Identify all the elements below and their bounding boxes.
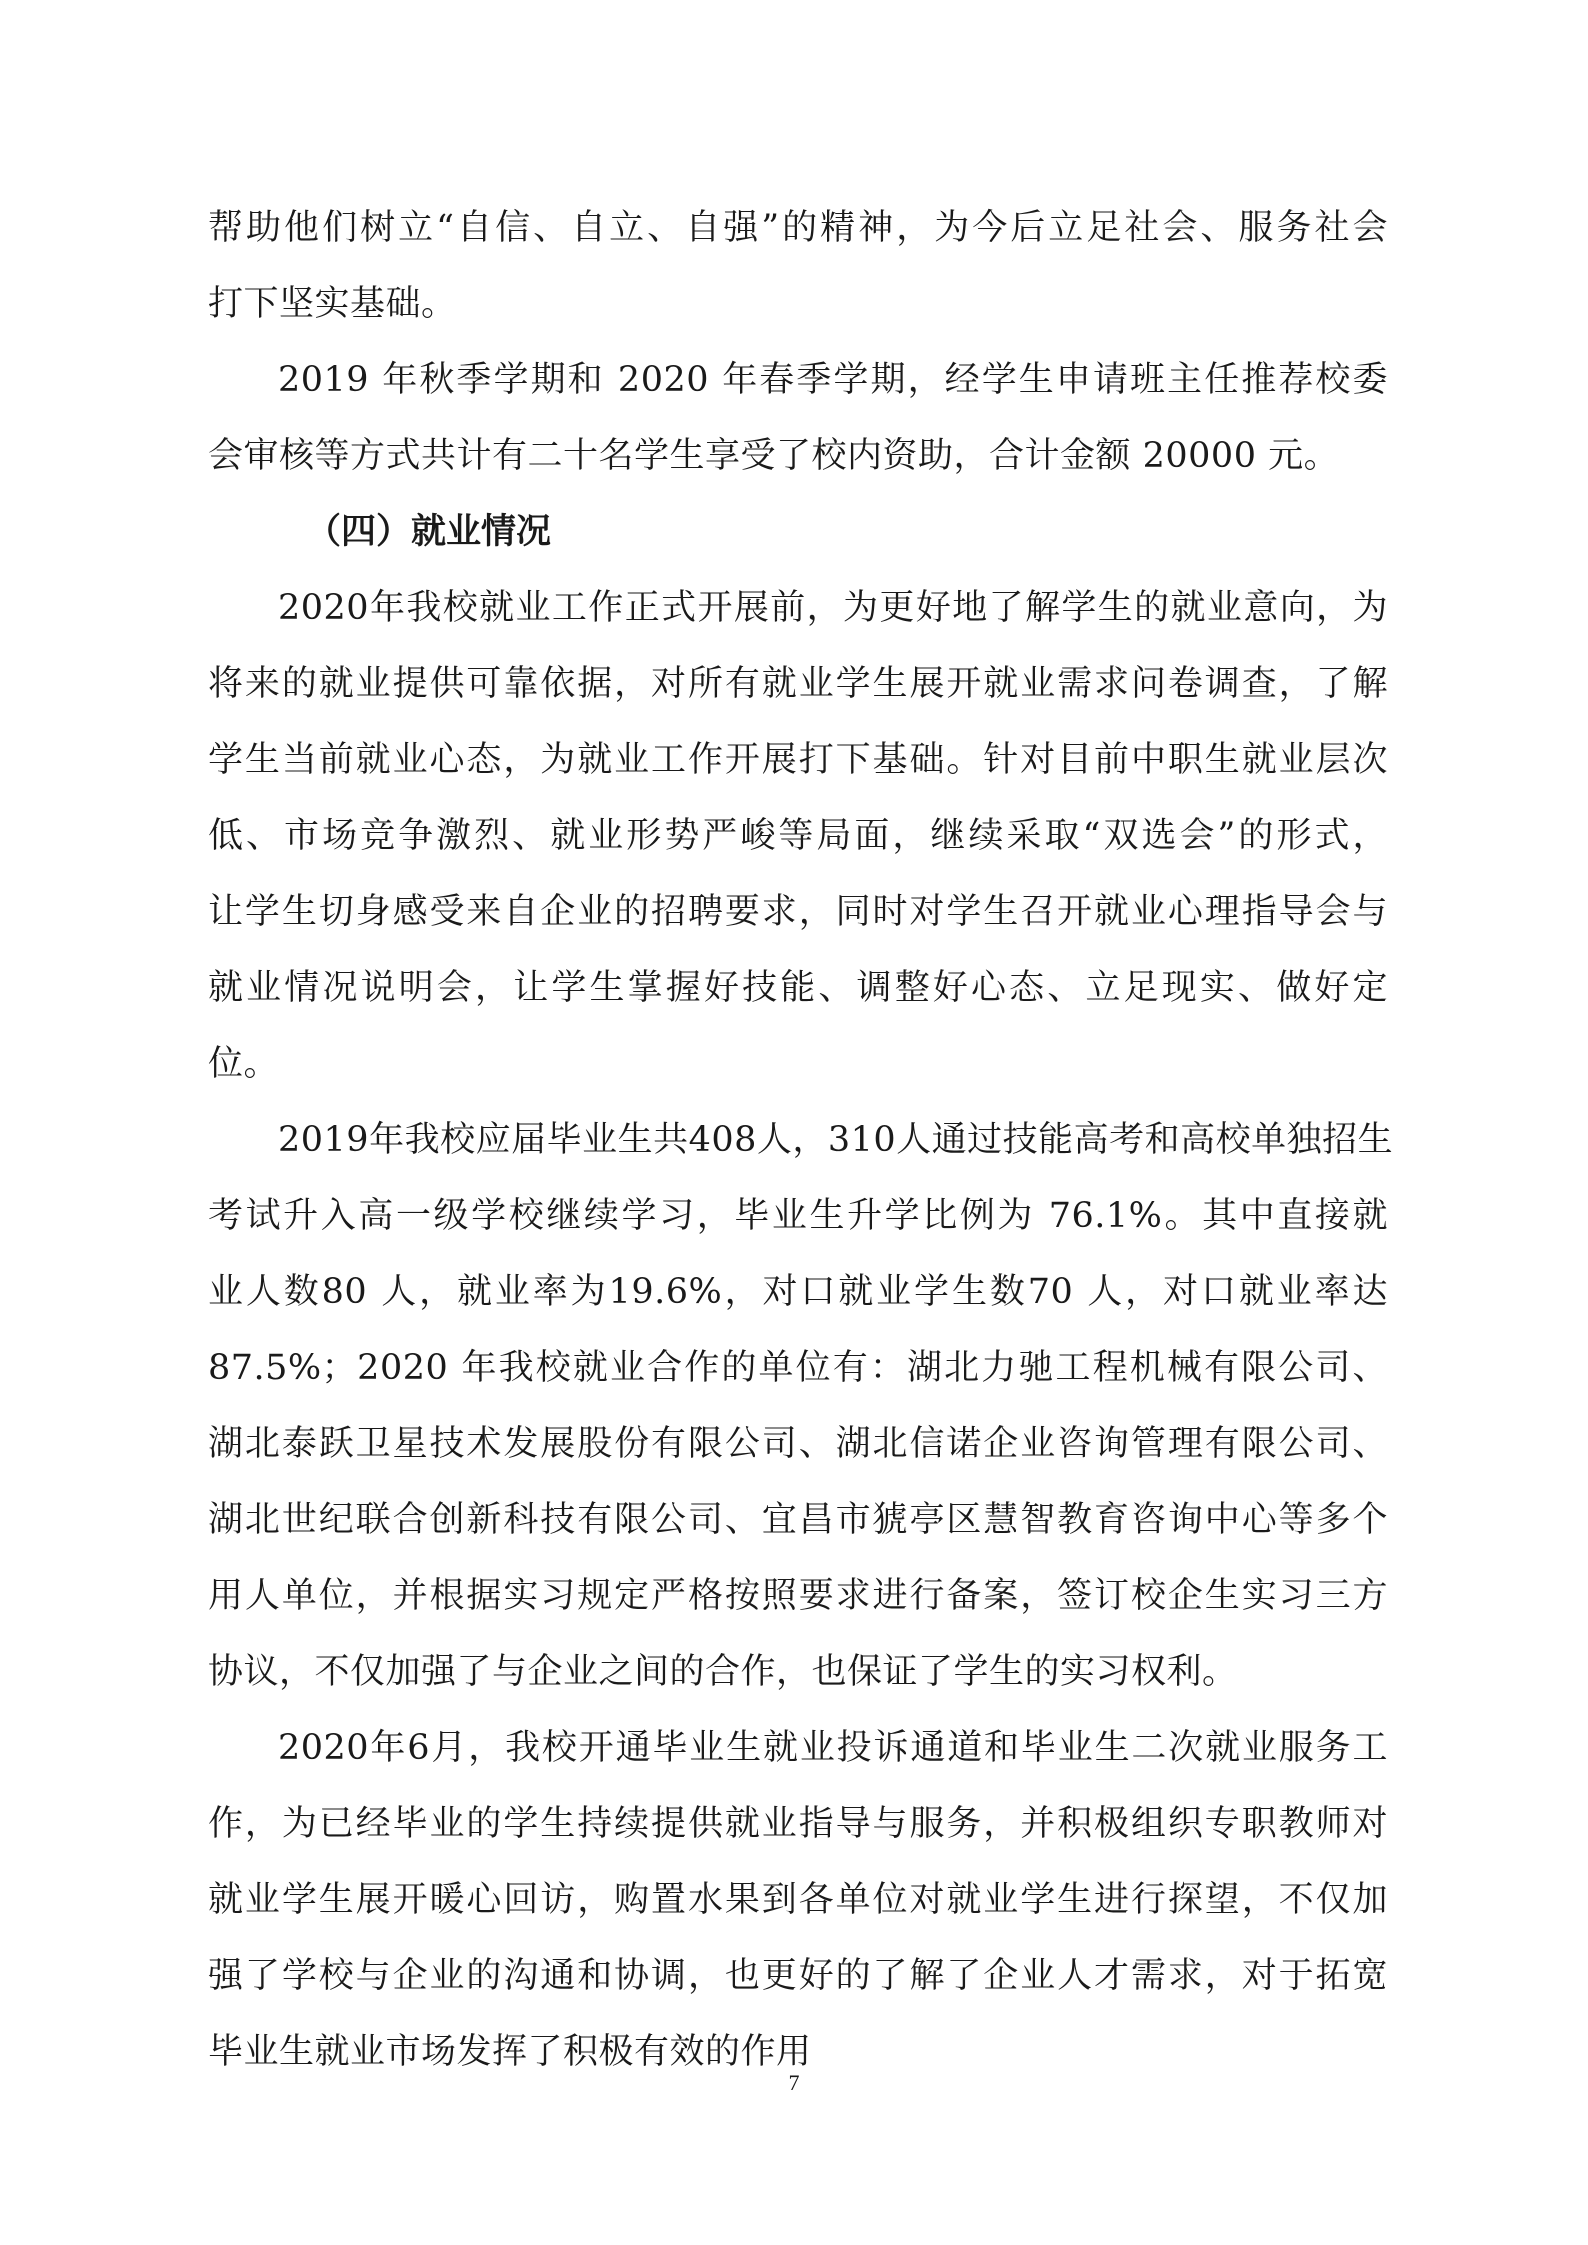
paragraph-continuation <box>208 190 1388 342</box>
section-heading: （四）就业情况 <box>306 512 552 552</box>
text-line: 2020年6月，我校开通毕业生就业投诉通道和毕业生二次就业服务工 <box>278 1728 1388 1768</box>
text-line: 毕业生就业市场发挥了积极有效的作用 <box>208 2032 812 2072</box>
text-line: 用人单位，并根据实习规定严格按照要求进行备案，签订校企生实习三方 <box>208 1576 1388 1616</box>
text-line: 将来的就业提供可靠依据，对所有就业学生展开就业需求问卷调查，了解 <box>208 664 1388 704</box>
text-line: 作，为已经毕业的学生持续提供就业指导与服务，并积极组织专职教师对 <box>208 1804 1388 1844</box>
text-line: 湖北泰跃卫星技术发展股份有限公司、湖北信诺企业咨询管理有限公司、 <box>208 1424 1388 1464</box>
page-number: 7 <box>788 2070 800 2095</box>
text-line: 协议，不仅加强了与企业之间的合作，也保证了学生的实习权利。 <box>208 1652 1238 1692</box>
paragraph-employment-survey <box>208 570 1388 1102</box>
text-line: 就业学生展开暖心回访，购置水果到各单位对就业学生进行探望，不仅加 <box>208 1880 1388 1920</box>
text-line: 学生当前就业心态，为就业工作开展打下基础。针对目前中职生就业层次 <box>208 740 1388 780</box>
text-line: 87.5%；2020 年我校就业合作的单位有：湖北力驰工程机械有限公司、 <box>208 1348 1388 1388</box>
text-line: 帮助他们树立“自信、自立、自强”的精神，为今后立足社会、服务社会 <box>208 208 1388 248</box>
text-line: 2020年我校就业工作正式开展前，为更好地了解学生的就业意向，为 <box>278 588 1388 628</box>
text-line: 强了学校与企业的沟通和协调，也更好的了解了企业人才需求，对于拓宽 <box>208 1956 1388 1996</box>
text-line: 位。 <box>208 1044 280 1084</box>
paragraph-graduate-stats <box>208 1102 1394 1710</box>
text-line: 2019 年秋季学期和 2020 年春季学期，经学生申请班主任推荐校委 <box>278 360 1388 400</box>
text-line: 低、市场竞争激烈、就业形势严峻等局面，继续采取“双选会”的形式， <box>208 816 1388 856</box>
paragraph-follow-up-service <box>208 1710 1388 2090</box>
text-line: 让学生切身感受来自企业的招聘要求，同时对学生召开就业心理指导会与 <box>208 892 1388 932</box>
text-line: 就业情况说明会，让学生掌握好技能、调整好心态、立足现实、做好定 <box>208 968 1388 1008</box>
text-line: 考试升入高一级学校继续学习，毕业生升学比例为 76.1%。其中直接就 <box>208 1196 1388 1236</box>
text-line: 湖北世纪联合创新科技有限公司、宜昌市猇亭区慧智教育咨询中心等多个 <box>208 1500 1388 1540</box>
text-line: 业人数80 人，就业率为19.6%，对口就业学生数70 人，对口就业率达 <box>208 1272 1388 1312</box>
text-line: 打下坚实基础。 <box>208 284 457 324</box>
paragraph-funding <box>208 342 1388 494</box>
text-line: 2019年我校应届毕业生共408人，310人通过技能高考和高校单独招生 <box>278 1120 1394 1160</box>
page-content <box>208 190 1394 2090</box>
text-line: 会审核等方式共计有二十名学生享受了校内资助，合计金额 20000 元。 <box>208 436 1340 476</box>
